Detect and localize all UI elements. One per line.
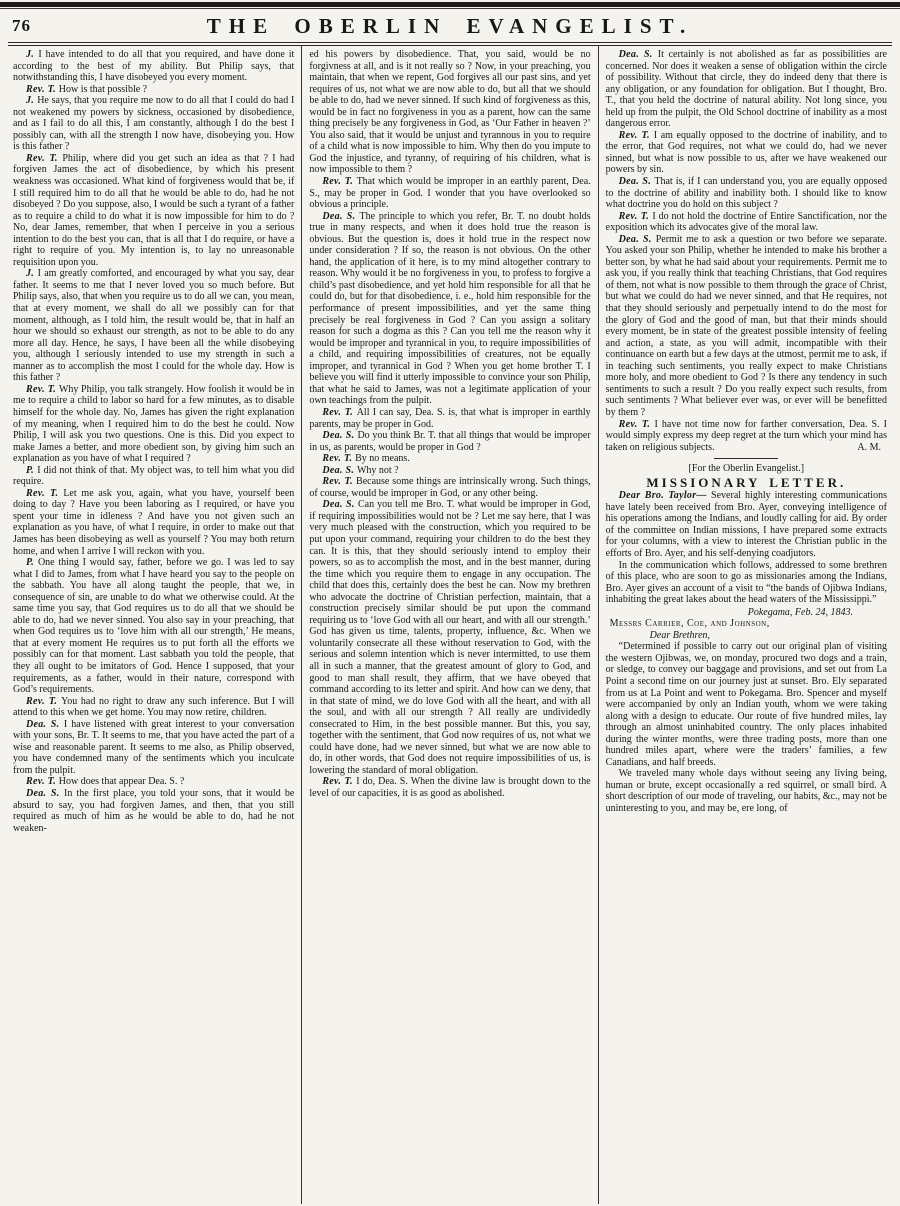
- speaker-label: P.: [26, 557, 38, 569]
- page-top-border-thin: [0, 8, 900, 9]
- speaker-label: P.: [26, 464, 38, 476]
- text-paragraph: Rev. T. I do, Dea. S. When the divine law is brought down to the level of our capacities, it is as good as abolished.: [309, 776, 591, 799]
- column-1: [6, 46, 301, 1204]
- section-attribution: [For the Oberlin Evangelist.]: [688, 463, 805, 475]
- text-paragraph: Dea. S. Why not ?: [322, 464, 399, 476]
- text-paragraph: Dea. S. That is, if I can understand you, you are equally opposed to the doctrine of ability and inability both. I should like to know what doctrine you do hold on this subject ?: [605, 176, 887, 211]
- section-divider: [714, 458, 778, 459]
- speaker-label: J.: [26, 95, 38, 107]
- text-paragraph: P. I did not think of that. My object was, to tell him what you did require.: [13, 464, 295, 488]
- text-paragraph: Dea. S. In the first place, you told your sons, that it would be absurd to say, you had forgiven James, and then, that you still required as much of him as he would be able to do, had he not weaken-: [13, 788, 295, 834]
- speaker-label: Rev. T.: [26, 152, 63, 164]
- speaker-label: Rev. T.: [618, 418, 655, 430]
- text-paragraph: Rev. T. All I can say, Dea. S. is, that what is improper in earthly parents, may be proper in God.: [309, 406, 591, 430]
- masthead-title: THE OBERLIN EVANGELIST.: [206, 14, 694, 38]
- text-paragraph: In the communication which follows, addressed to some brethren of this place, who are soon to go as missionaries among the Indians, Bro. Ayer gives an account of a visit to “the bands of Ojibwa Indians, inhabiting the great lakes about the head waters of the Mississippi.”: [605, 559, 887, 606]
- speaker-label: J.: [26, 268, 38, 280]
- speaker-label: Rev. T.: [26, 83, 59, 95]
- text-paragraph: We traveled many whole days without seeing any living being, human or brute, except occasionally a red squirrel, or small bird. A short description of our mode of traveling, our habits, &c., may not be uninteresting to you, and may be, ere long, of: [605, 768, 887, 814]
- speaker-label: Dea. S.: [322, 430, 358, 442]
- text-paragraph: Rev. T. I have not time now for farther conversation, Dea. S. I would simply express my deep regret at the turn which your mind has taken on religious subjects. A. M.: [605, 418, 887, 453]
- speaker-label: Dea. S.: [322, 499, 359, 511]
- text-paragraph: J. I am greatly comforted, and encouraged by what you say, dear father. It seems to me that I never loved you so much before. But Philip says, also, that when you require us to do all we can, you mean, that at every moment, we shall do all we possibly can for that moment, although, as I told him, the result would be, that in half an hour we should so exhaust our strength, as not to be able to do any more all day. Hence, he says, I have been all the while disobeying you, although I seriously intended to use my strength in such a manner as to accomplish the most I could for the whole day. How is this father ?: [13, 268, 295, 384]
- letter-dateline: Pokegama, Feb. 24, 1843.: [747, 606, 853, 618]
- speaker-label: Dea. S.: [26, 718, 64, 730]
- text-paragraph: Rev. T. I am equally opposed to the doctrine of inability, and to the error, that God requires, not what we could do, had we never sinned, but what is now possible to us, after we have weakened our powers by sin.: [605, 129, 887, 176]
- speaker-label: Rev. T.: [26, 695, 62, 707]
- speaker-label: Dea. S.: [618, 233, 656, 245]
- text-paragraph: Rev. T. Because some things are intrinsically wrong. Such things, of course, would be improper in God, or any other being.: [309, 476, 591, 499]
- text-paragraph: Rev. T. By no means.: [322, 453, 410, 465]
- signature-initials: A. M.: [857, 441, 881, 453]
- text-paragraph: Dear Bro. Taylor— Several highly interesting communications have lately been received from Bro. Ayer, conveying intelligence of his operations among the Indians, and loudly calling for aid. By order of the committee on Indian missions, I have prepared some extracts for your columns, with a view to interest the Christian public in the efforts of Bro. Ayer, and his self-denying coadjutors.: [605, 490, 887, 559]
- text-paragraph: J. I have intended to do all that you required, and have done it according to the best of my ability. But Philip says, that notwithstanding this, I have disobeyed you every moment.: [13, 49, 295, 84]
- text-paragraph: Rev. T. That which would be improper in an earthly parent, Dea. S., may be proper in God. I wonder that you have overlooked so obvious a principle.: [309, 176, 591, 211]
- header-rule: [8, 42, 892, 43]
- column-2: [301, 46, 597, 1204]
- text-paragraph: Rev. T. How is that possible ?: [26, 83, 148, 95]
- speaker-label: Rev. T.: [322, 406, 357, 418]
- speaker-label: Dea. S.: [26, 788, 64, 799]
- text-paragraph: Dea. S. Permit me to ask a question or two before we separate. You asked your son Philip, whether he intended to make his brother a better son, by what he had said about your requirements. Permit me to ask you, if you really think that teaching Christians, that God requires of them, not what is now possible to them through the grace of Christ, but what we could do had we never sinned, and that He requires, not that they should seriously and perpetually intend to do the most for the glory of God and the good of man, but that their minds should every moment, be in state of the greatest possible intensity of feeling and action, a state, as you will admit, incompatible with their continuance on earth but a few days at the utmost, permit me to ask, if in teaching such sentiments, you really expect to make Christians more holy, and more obedient to God ? Is there any tendency in such sentiments to such a result ? Do you really expect such results, from such sentiments ? What believer ever was, or ever will be benefitted by them ?: [605, 233, 887, 418]
- speaker-label: Rev. T.: [618, 210, 653, 222]
- speaker-label: Dea. S.: [618, 176, 655, 188]
- text-paragraph: Dea. S. Can you tell me Bro. T. what would be improper in God, if requiring impossibilities would not be ? Let me say here, that I was very much pleased with the construction, which you required to be put upon your command, requiring your children to do the best they can. It is this, that they should seriously intend to employ their powers, so as to accomplish the most, and in the best manner, during the time which you require them to engage in any occupation. The child that does this, certainly does the best he can. Now my brethren who advocate the doctrine of Christian perfection, maintain, that a construction precisely similar should be put upon the command requiring us to ‘love God with all our heart, and with all our strength.’ God has given us time, talents, property, influence, &c. When we voluntarily consecrate all these without reservation to God, with the serious and solemn intention which is never intermitted, to use them all in such a manner, that the greatest amount of glory to God, and good to man shall result, they affirm, that we have obeyed that command according to its letter and spirit. And how can we deny, that in that state of mind, we do love God with all the heart, and with all the soul, and with all our strength ? All really are undividedly consecrated to Him, in the best possible manner. But this, you say, together with the sentiment, that God now requires of us, not what we could have done, had we never sinned, but what we are now able to do, in other words, that God does not require impossibilities of us, is lowering the standard of moral obligation.: [309, 499, 591, 776]
- text-paragraph: Rev. T. You had no right to draw any such inference. But I will attend to this when we get home. You may now retire, children.: [13, 695, 295, 719]
- speaker-label: Dea. S.: [618, 49, 658, 60]
- text-paragraph: “Determined if possible to carry out our original plan of visiting the western Ojibwas, we, on monday, procured two dogs and a train, or sledge, to convey our baggage and provisions, and set out from La Point a second time on our journey just at sunset. Bro. Ely separated from us at La Point and went to Pokegama. Bro. Spencer and myself were accompanied by only an Indian youth, whom we were taking along with a design to educate. Our route of five hundred miles, lay through an almost uninhabited country. The only places inhabited during the winter months, were three trading posts, more than one hundred miles apart, where were the traders’ families, a few Canadians, and half breeds.: [605, 641, 887, 768]
- text-paragraph: Dea. S. The principle to which you refer, Br. T. no doubt holds true in many respects, and when it does hold true the reason is obvious. But the question is, does it hold true in the respect now under consideration ? If so, the reason is not obvious. On the other hand, the application of it here, is to my mind altogether contrary to reason. Why would it be no forgiveness in you, to profess to forgive a child’s past disobedience, and yet hold him responsible for all that he could do, but for that disobedience, i. e., hold him responsible for the performance of present impossibilities, and yet the same thing precisely be real forgiveness in God ? Can you assign a solitary reason for such a dogma as this ? Can you tell me the reason why it would be improper and tyrannical in you, to require impossibilities of a child, and requiring impossibilities of creatures, not be equally improper, and tyrannical in God ? When you get home brother T. I believe you will find it utterly impossible to convince your son Philip, that what he said to James, was not a legitimate application of your own teachings from the pulpit.: [309, 210, 591, 407]
- column-3: [598, 46, 894, 1204]
- speaker-label: Dea. S.: [322, 210, 360, 222]
- text-paragraph: Rev. T. Let me ask you, again, what you have, yourself been doing to day ? Have you been laboring as I required, or have you spent your time in idleness ? And have you not given such an explanation as you have, of what I require, in order to make out that James has been disobeying as well as yourself ? You may both return home, and when I arrive I will reckon with you.: [13, 487, 295, 557]
- text-paragraph: Dea. S. I have listened with great interest to your conversation with your sons, Br. T. It seems to me, that you have acted the part of a wise and reasonable parent. It seems to me also, as Philip observed, you have condemned many of the sentiments which you inculcate from the pulpit.: [13, 718, 295, 776]
- speaker-label: Rev. T.: [618, 129, 654, 141]
- text-paragraph: Dea. S. It certainly is not abolished as far as possibilities are concerned. Nor does it weaken a sense of obligation within the circle of possibility. Without that circle, they do indeed deny that there is any obligation, or any foundation for obligation. But I thought, Bro. T., that you held the doctrine of natural ability. Not long since, you held up from the pulpit, the Old School doctrine of inability as a most dangerous error.: [605, 49, 887, 130]
- letter-salutation: Dear Brethren,: [649, 629, 711, 641]
- text-paragraph: ed his powers by disobedience. That, you said, would be no forgivness at all, and is it not really so ? Now, in your preaching, you maintain, that when we repent, God forgives all our past sins, and yet requires of us, not what we are now able to do, but all that we should be able to do, had we never sinned. If such kind of forgiveness as this, would be in fact no forgiveness in you as a parent, how can the same thing precisely be any forgiveness in God, as ‘Our Father in heaven ?’ You also said, that it would be unjust and tyrannous in you to require of a child what is now impossible to him. Why then do you impute to God the injustice, and tyranny, of requiring of his children, what is now impossible to them ?: [309, 49, 591, 176]
- newspaper-page: [0, 2, 900, 1206]
- speaker-label: Rev. T.: [322, 176, 357, 188]
- page-top-border: [0, 2, 900, 7]
- text-paragraph: Rev. T. How does that appear Dea. S. ?: [26, 776, 185, 788]
- speaker-label: Dear Bro. Taylor—: [618, 490, 712, 502]
- speaker-label: Rev. T.: [322, 453, 356, 465]
- speaker-label: J.: [26, 49, 39, 60]
- text-paragraph: Dea. S. Do you think Br. T. that all things that would be improper in us, as parents, would be proper in God ?: [309, 430, 591, 453]
- text-paragraph: J. He says, that you require me now to do all that I could do had I not weakened my powers by sickness, occasioned by disobedience, and as I fail to do all this, I am constantly, although I do the best I possibly can, with all the strength I now have, disobeying you. How is this father ?: [13, 95, 295, 153]
- speaker-label: Rev. T.: [26, 383, 59, 395]
- speaker-label: Rev. T.: [322, 476, 357, 488]
- text-paragraph: Rev. T. I do not hold the doctrine of Entire Sanctification, nor the exposition which its advocates give of the moral law.: [605, 210, 887, 234]
- speaker-label: Rev. T.: [26, 487, 64, 499]
- speaker-label: Rev. T.: [26, 776, 59, 788]
- article-columns: [6, 46, 894, 1204]
- speaker-label: Dea. S.: [322, 464, 357, 476]
- page-header: [0, 10, 900, 40]
- letter-addressees: Messrs Carrier, Coe, and Johnson,: [609, 618, 770, 630]
- section-heading: MISSIONARY LETTER.: [646, 474, 847, 490]
- text-paragraph: P. One thing I would say, father, before we go. I was led to say what I did to James, from what I have heard you say to the people on the sabbath. You have all along taught the people, that we, in consequence of sin, are unable to do what we otherwise could. At the same time you say, that God requires us to do all that we should be able to do, had we never sinned. You also say in your preaching, that when God requires us to ‘love him with all our strength,’ He means, that at every moment He requires us to put forth all the efforts we possibly can for that moment. Last sabbath you told the people, that they all ought to be imitators of God. Hence I supposed, that your requirements, as a father, would in their nature, correspond with God’s requirements.: [13, 557, 295, 696]
- page-number: 76: [12, 16, 31, 35]
- text-paragraph: Rev. T. Why Philip, you talk strangely. How foolish it would be in me to require a child to labor so hard for a few minutes, as to disable himself for the whole day. No, James has given the right explanation of my meaning, when I required him to do the best he could. Now Philip, I will ask you two questions. One is this. Did you expect to make James a better, and more obedient son, by giving him such an explanation as you have of what I required ?: [13, 383, 295, 465]
- text-paragraph: Rev. T. Philip, where did you get such an idea as that ? I had forgiven James the act of disobedience, by which his present weakness was occasioned. What kind of forgiveness would that be, if I still required him to do all that he would be able to do, had he not disobeyed ? Do you suppose, also, I would be such a tyrant of a father as to require a child to do what it is now impossible for him to do ? No, dear James, remember, that when I perceive in you a serious intention to do the best you can, that is all that I do require, or have a right to require of you. My intention is, to lay no unreasonable requisition upon you.: [13, 152, 295, 268]
- speaker-label: Rev. T.: [322, 776, 357, 788]
